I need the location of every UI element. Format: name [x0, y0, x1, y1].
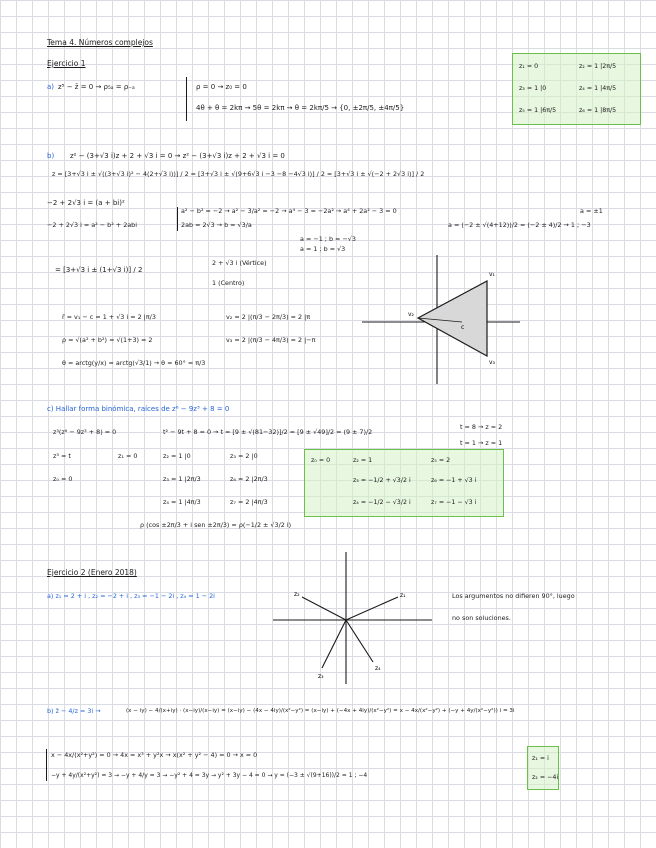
ej1-b-line8: r̄ = v₁ − c = 1 + √3 i = 2 |π/3	[62, 313, 156, 321]
ej1-c-line2c: z₂ = 1 |0	[163, 452, 191, 460]
ej1-b-line4d: a = (−2 ± √(4+12))/2 = (−2 ± 4)/2 → 1 ; −3	[448, 221, 591, 229]
ej1-b-line4a: −2 + 2√3 i = a² − b² + 2abi	[47, 221, 138, 229]
ej1-c-line4a: z₄ = 1 |4π/3	[163, 498, 201, 506]
box-cell: z₀ = 0	[311, 457, 331, 464]
box-cell: z₅ = 1 |6π/5	[519, 107, 557, 114]
box-cell: z₅ = 2	[431, 457, 451, 464]
ej1-b-line9b: v₃ = 2 |(π/3 − 4π/3) = 2 |−π	[226, 336, 316, 344]
ej1-c-line3a: z₀ = 0	[53, 475, 73, 483]
ej1-c-line4b: z₇ = 2 |4π/3	[230, 498, 268, 506]
box-cell: z₃ = −1/2 + √3/2 i	[353, 477, 411, 484]
ej1-b-line3: −2 + 2√3 i = (a + bi)²	[47, 199, 125, 207]
ej1-c-line5: ρ (cos ±2π/3 + i sen ±2π/3) = ρ(−1/2 ± √3/2 i)	[140, 521, 292, 529]
ej1-a-case1: ρ = 0 → z₀ = 0	[196, 83, 247, 91]
box-cell: z₄ = −1/2 − √3/2 i	[353, 499, 411, 506]
box-cell: z₁ = i	[532, 755, 549, 762]
label-v1: v₁	[489, 271, 495, 278]
ej1-c-line1b: t² − 9t + 8 = 0 → t = [9 ± √(81−32)]/2 = [9 ± √49]/2 = (9 ± 7)/2	[163, 428, 373, 436]
ej1-c-line1c: t = 8 → z = 2	[460, 423, 503, 431]
ej1-c-line2b: z₁ = 0	[118, 452, 138, 460]
ej1-c-line2d: z₃ = 2 |0	[230, 452, 258, 460]
ej1-a-equation: z⁵ − z̄ = 0 → ρ₅ₐ = ρ₋ₐ	[58, 83, 135, 91]
box-cell: z₂ = 1	[353, 457, 373, 464]
exercise-2-title: Ejercicio 2 (Enero 2018)	[47, 568, 137, 577]
ej1-b-line5: a = −1 ; b = −√3	[300, 235, 356, 243]
ej1-b-equation: z² − (3+√3 i)z + 2 + √3 i = 0 → z² − (3+√3 i)z + 2 + √3 i = 0	[70, 152, 285, 160]
ej2-b-label: b) z̄ − 4/z = 3i →	[47, 707, 101, 715]
ej1-b-label: b)	[47, 152, 55, 160]
ej2-b-equation: (x − iy) − 4/(x+iy) · (x−iy)/(x−iy) = (x−iy) − (4x − 4iy)/(x²−y²) = (x−iy) + (−4x + 4iy)/(x²−y²) = x − 4x/(x²−y²) + (−y + 4y/(x²−y²)) i = 3i	[126, 708, 515, 714]
label-z4: z₄	[375, 665, 381, 672]
ej1-b-center: 1 (Centro)	[212, 279, 245, 287]
ej1-c-line1d: t = 1 → z = 1	[460, 439, 503, 447]
ej1-b-line10: θ = arctg(y/x) = arctg(√3/1) → θ = 60° = π/3	[62, 359, 206, 367]
ej1-b-quadratic: z = [3+√3 i ± √((3+√3 i)² − 4(2+√3 i))] / 2 = [3+√3 i ± √(9+6√3 i −3 −8 −4√3 i)] / 2 = [3+√3 i ± √(−2 + 2√3 i)] / 2	[52, 170, 425, 178]
ej2-a-label: a) z₁ = 2 + i , z₂ = −2 + i , z₃ = −1 − 2i , z₄ = 1 − 2i	[47, 592, 215, 600]
box-cell: z₃ = 1 |0	[519, 85, 547, 92]
ej1-c-line3b: z₃ = 1 |2π/3	[163, 475, 201, 483]
box-cell: z₂ = 1 |2π/5	[579, 63, 617, 70]
label-z3: z₃	[318, 673, 324, 680]
ej1-b-vertex: 2 + √3 i (Vértice)	[212, 259, 267, 267]
ej1-a-label: a)	[47, 83, 55, 91]
ej2-b-system-1: x − 4x/(x²+y²) = 0 → 4x = x³ + y²x → x(x² + y² − 4) = 0 → x = 0	[51, 751, 258, 759]
box-cell: z₁ = 0	[519, 63, 539, 70]
ej1-b-line6: a = 1 ; b = √3	[300, 245, 346, 253]
ej1-b-line4c: 2ab = 2√3 → b = √3/a	[181, 221, 252, 229]
exercise-1-title: Ejercicio 1	[47, 59, 86, 68]
ej2-a-note-1: Los argumentos no difieren 90°, luego	[452, 592, 575, 600]
ej1-b-line8b: v₂ = 2 |(π/3 − 2π/3) = 2 |π	[226, 313, 311, 321]
ej1-c-line2a: z³ = t	[53, 452, 71, 460]
page-title: Tema 4. Números complejos	[47, 38, 153, 47]
ej2-b-system-2: −y + 4y/(x²+y²) = 3 → −y + 4/y = 3 → −y² + 4 = 3y → y² + 3y − 4 = 0 → y = (−3 ± √(9+16))/2 = 1 ; −4	[51, 772, 368, 779]
box-cell: z₂ = −4i	[532, 774, 559, 781]
box-cell: z₆ = −1 + √3 i	[431, 477, 477, 484]
system-brace	[46, 749, 47, 781]
label-z2: z₂	[294, 591, 300, 598]
ej1-a-case2: 4θ + θ = 2kπ → 5θ = 2kπ → θ = 2kπ/5 → {0, ±2π/5, ±4π/5}	[196, 104, 405, 112]
box-cell: z₇ = −1 − √3 i	[431, 499, 477, 506]
ej2-a-note-2: no son soluciones.	[452, 614, 511, 622]
ej1-c-line1: z³(z⁶ − 9z³ + 8) = 0	[53, 428, 117, 436]
label-v3: v₃	[489, 359, 495, 366]
label-v2: v₂	[408, 311, 414, 318]
ej1-c-label: c) Hallar forma binómica, raíces de z⁶ − 9z³ + 8 = 0	[47, 405, 230, 413]
label-z1: z₁	[400, 592, 406, 599]
box-cell: z₆ = 1 |8π/5	[579, 107, 617, 114]
ej1-b-line7: = [3+√3 i ± (1+√3 i)] / 2	[55, 266, 143, 274]
ej1-b-line4e: a = ±1	[580, 207, 603, 215]
ej2-b-result-box	[527, 746, 559, 790]
ej1-c-line3c: z₆ = 2 |2π/3	[230, 475, 268, 483]
ej1-b-line9: ρ = √(a² + b²) = √(1+3) = 2	[62, 336, 153, 344]
ej1-b-line4b: a² − b² = −2 → a² − 3/a² = −2 → a⁴ − 3 = −2a² → a⁴ + 2a² − 3 = 0	[181, 207, 397, 215]
label-center: c	[461, 324, 465, 331]
box-cell: z₄ = 1 |4π/5	[579, 85, 617, 92]
